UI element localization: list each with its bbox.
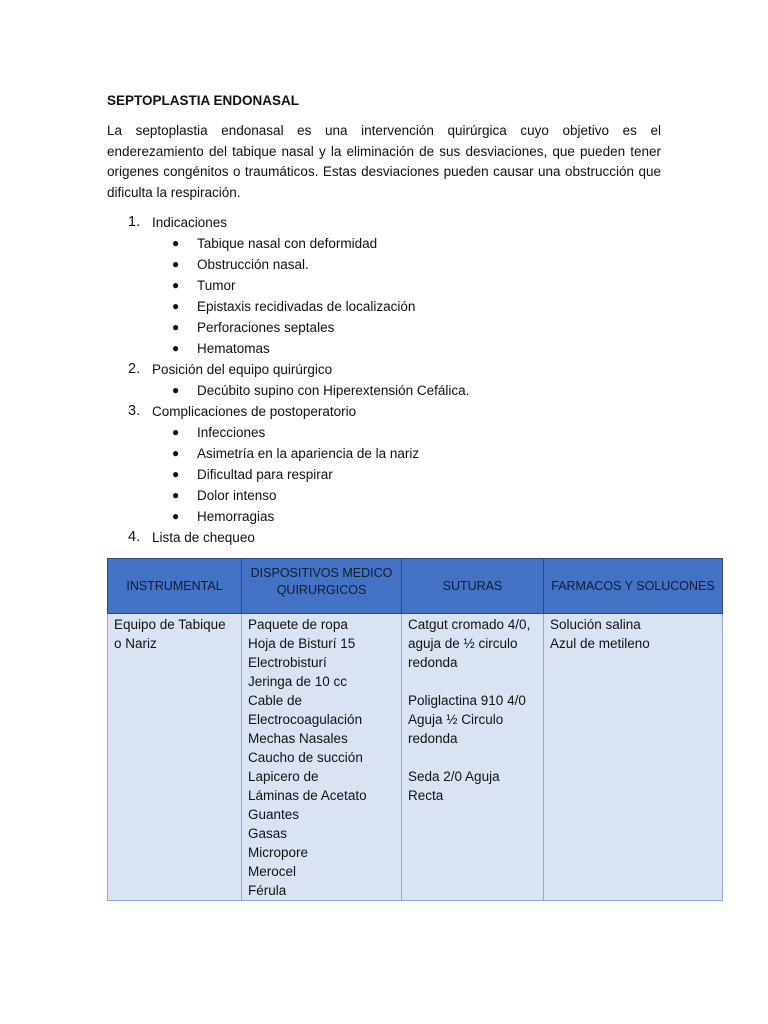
cell-text: Mechas Nasales bbox=[248, 731, 348, 746]
column-header-dispositivos: DISPOSITIVOS MEDICO QUIRURGICOS bbox=[242, 559, 402, 614]
column-header-farmacos: FARMACOS Y SOLUCONES bbox=[544, 559, 723, 614]
cell-farmacos bbox=[544, 614, 723, 901]
bullet-icon: ● bbox=[172, 257, 180, 271]
bullet-icon: ● bbox=[172, 299, 180, 313]
bullet-text: Tabique nasal con deformidad bbox=[197, 236, 378, 251]
bullet-item bbox=[0, 254, 768, 275]
bullet-icon: ● bbox=[172, 446, 180, 460]
section-heading: Posición del equipo quirúrgico bbox=[152, 362, 333, 377]
list-number: 2. bbox=[128, 361, 141, 377]
bullet-item bbox=[0, 296, 768, 317]
bullet-icon: ● bbox=[172, 383, 180, 397]
numbered-list bbox=[0, 212, 768, 548]
cell-dispositivos bbox=[242, 614, 402, 901]
bullet-item bbox=[0, 506, 768, 527]
cell-text: Paquete de ropa bbox=[248, 617, 348, 632]
bullet-item bbox=[0, 380, 768, 401]
bullet-text: Hemorragias bbox=[197, 509, 275, 524]
bullet-icon: ● bbox=[172, 236, 180, 250]
bullet-text: Asimetría en la apariencia de la nariz bbox=[197, 446, 420, 461]
column-header-suturas: SUTURAS bbox=[402, 559, 544, 614]
bullet-item bbox=[0, 464, 768, 485]
bullet-icon: ● bbox=[172, 341, 180, 355]
section-heading: Complicaciones de postoperatorio bbox=[152, 404, 357, 419]
spacer bbox=[408, 672, 537, 691]
cell-text: Electrocoagulación bbox=[248, 712, 363, 727]
bullet-item bbox=[0, 443, 768, 464]
list-number: 1. bbox=[128, 214, 141, 230]
bullet-icon: ● bbox=[172, 488, 180, 502]
cell-text: Guantes bbox=[248, 807, 300, 822]
bullet-text: Tumor bbox=[197, 278, 236, 293]
cell-suturas bbox=[402, 614, 544, 901]
bullet-icon: ● bbox=[172, 320, 180, 334]
bullet-item bbox=[0, 422, 768, 443]
list-item bbox=[0, 212, 768, 233]
bullet-icon: ● bbox=[172, 425, 180, 439]
cell-text: Jeringa de 10 cc bbox=[248, 674, 348, 689]
bullet-item bbox=[0, 485, 768, 506]
cell-text: Electrobisturí bbox=[248, 655, 327, 670]
section-heading: Lista de chequeo bbox=[152, 530, 255, 545]
bullet-icon: ● bbox=[172, 509, 180, 523]
list-item bbox=[0, 359, 768, 380]
bullet-text: Hematomas bbox=[197, 341, 270, 356]
cell-text: Azul de metileno bbox=[550, 636, 650, 651]
bullet-text: Obstrucción nasal. bbox=[197, 257, 309, 272]
section-heading: Indicaciones bbox=[152, 215, 228, 230]
intro-paragraph: La septoplastia endonasal es una intervención quirúrgica cuyo objetivo es el enderezamiento del tabique nasal y la eliminación de sus desviaciones, que pueden tener origenes congénitos o traumáticos. Estas desviaciones pueden causar una obstrucción que dificulta la respiración. bbox=[107, 123, 661, 200]
cell-text: Hoja de Bisturí 15 bbox=[248, 636, 356, 651]
cell-instrumental bbox=[108, 614, 242, 901]
cell-text: Seda 2/0 Aguja Recta bbox=[408, 769, 500, 803]
cell-text: Lapicero de bbox=[248, 769, 319, 784]
list-item bbox=[0, 401, 768, 422]
checklist-table bbox=[107, 558, 723, 901]
bullet-icon: ● bbox=[172, 278, 180, 292]
cell-text: Cable de bbox=[248, 693, 303, 708]
cell-text: Férula bbox=[248, 883, 287, 898]
cell-text: Láminas de Acetato bbox=[248, 788, 367, 803]
document-title: SEPTOPLASTIA ENDONASAL bbox=[107, 93, 300, 108]
bullet-text: Epistaxis recidivadas de localización bbox=[197, 299, 416, 314]
cell-text: Solución salina bbox=[550, 617, 641, 632]
bullet-text: Infecciones bbox=[197, 425, 266, 440]
bullet-item bbox=[0, 338, 768, 359]
bullet-text: Perforaciones septales bbox=[197, 320, 335, 335]
list-number: 3. bbox=[128, 403, 141, 419]
bullet-icon: ● bbox=[172, 467, 180, 481]
table-row bbox=[108, 614, 723, 901]
bullet-text: Dolor intenso bbox=[197, 488, 277, 503]
bullet-text: Decúbito supino con Hiperextensión Cefálica. bbox=[197, 383, 470, 398]
cell-text: Poliglactina 910 4/0 Aguja ½ Circulo redonda bbox=[408, 693, 526, 746]
bullet-item bbox=[0, 233, 768, 254]
cell-text: Caucho de succión bbox=[248, 750, 363, 765]
table-header-row bbox=[108, 559, 723, 614]
cell-text: Equipo de Tabique o Nariz bbox=[114, 617, 226, 651]
spacer bbox=[408, 748, 537, 767]
cell-text: Micropore bbox=[248, 845, 309, 860]
bullet-text: Dificultad para respirar bbox=[197, 467, 333, 482]
bullet-item bbox=[0, 275, 768, 296]
column-header-instrumental: INSTRUMENTAL bbox=[108, 559, 242, 614]
cell-text: Gasas bbox=[248, 826, 288, 841]
list-item bbox=[0, 527, 768, 548]
bullet-item bbox=[0, 317, 768, 338]
cell-text: Catgut cromado 4/0, aguja de ½ circulo redonda bbox=[408, 617, 531, 670]
list-number: 4. bbox=[128, 529, 141, 545]
cell-text: Merocel bbox=[248, 864, 297, 879]
